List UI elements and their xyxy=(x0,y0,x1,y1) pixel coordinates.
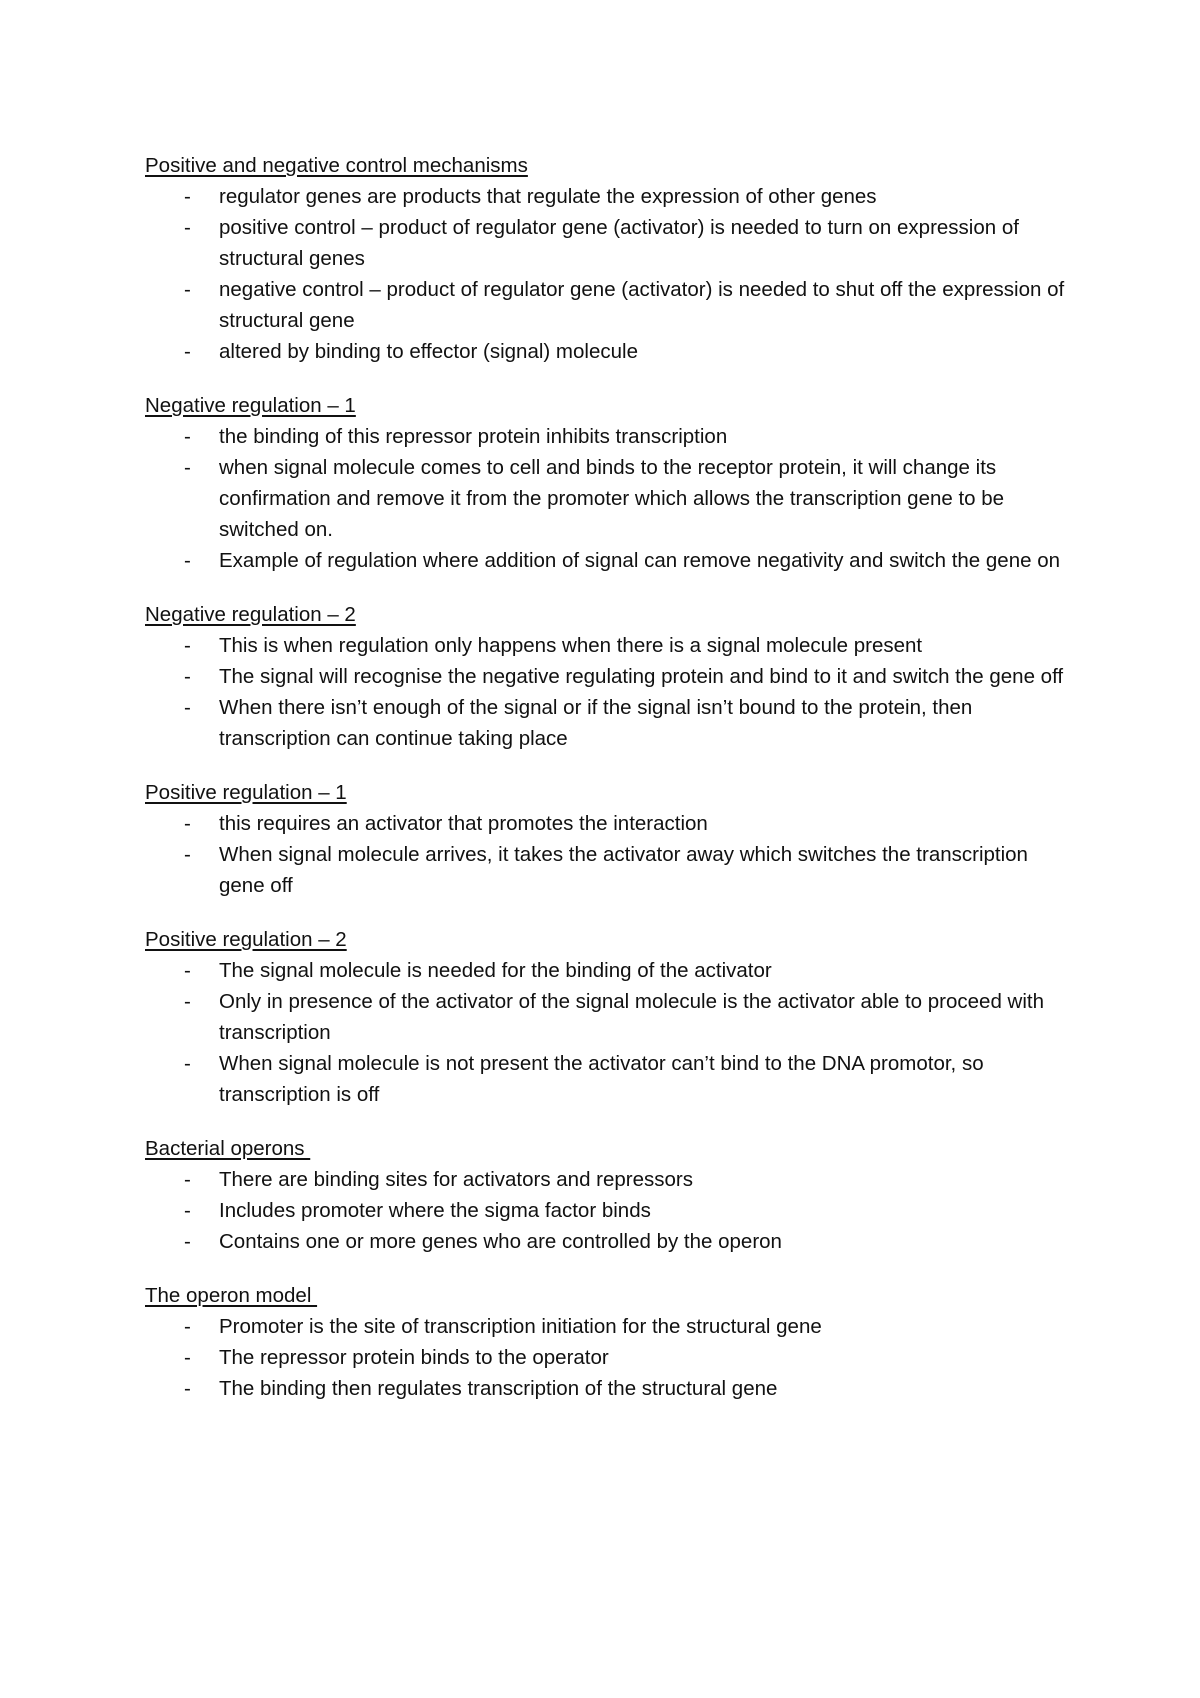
bullet-dash: - xyxy=(184,990,191,1013)
document-content xyxy=(145,150,1075,1427)
section-bacterial-operons xyxy=(145,1133,1075,1257)
bullet-dash: - xyxy=(184,1168,191,1191)
list-item xyxy=(145,1373,1075,1404)
bullet-dash: - xyxy=(184,456,191,479)
list-item xyxy=(145,1226,1075,1257)
bullet-dash: - xyxy=(184,812,191,835)
list-item xyxy=(145,421,1075,452)
bullet-list xyxy=(145,1164,1075,1257)
bullet-list xyxy=(145,421,1075,576)
section-control-mechanisms xyxy=(145,150,1075,367)
list-item-text: When signal molecule arrives, it takes the activator away which switches the transcription gene off xyxy=(219,843,1028,897)
bullet-list xyxy=(145,181,1075,367)
section-negative-regulation-2 xyxy=(145,599,1075,754)
list-item-text: when signal molecule comes to cell and binds to the receptor protein, it will change its confirmation and remove it from the promoter which allows the transcription gene to be switched on. xyxy=(219,456,1005,541)
list-item-text: The repressor protein binds to the operator xyxy=(219,1346,609,1369)
bullet-dash: - xyxy=(184,634,191,657)
bullet-dash: - xyxy=(184,843,191,866)
list-item xyxy=(145,661,1075,692)
list-item-text: Only in presence of the activator of the signal molecule is the activator able to proceed with transcription xyxy=(219,990,1045,1044)
list-item-text: The signal molecule is needed for the binding of the activator xyxy=(219,959,772,982)
section-heading: Positive and negative control mechanisms xyxy=(145,154,528,177)
list-item-text: Contains one or more genes who are controlled by the operon xyxy=(219,1230,782,1253)
list-item xyxy=(145,336,1075,367)
list-item xyxy=(145,1048,1075,1110)
bullet-dash: - xyxy=(184,1052,191,1075)
list-item-text: When there isn’t enough of the signal or if the signal isn’t bound to the protein, then transcription can continue taking place xyxy=(219,696,973,750)
list-item-text: When signal molecule is not present the activator can’t bind to the DNA promotor, so transcription is off xyxy=(219,1052,984,1106)
bullet-dash: - xyxy=(184,549,191,572)
list-item-text: this requires an activator that promotes the interaction xyxy=(219,812,708,835)
list-item-text: Example of regulation where addition of signal can remove negativity and switch the gene on xyxy=(219,549,1061,572)
bullet-dash: - xyxy=(184,665,191,688)
list-item-text: regulator genes are products that regulate the expression of other genes xyxy=(219,185,877,208)
list-item xyxy=(145,545,1075,576)
bullet-list xyxy=(145,630,1075,754)
list-item xyxy=(145,808,1075,839)
list-item xyxy=(145,986,1075,1048)
bullet-dash: - xyxy=(184,278,191,301)
list-item xyxy=(145,274,1075,336)
bullet-list xyxy=(145,808,1075,901)
list-item xyxy=(145,181,1075,212)
list-item xyxy=(145,1195,1075,1226)
list-item xyxy=(145,452,1075,545)
list-item-text: negative control – product of regulator gene (activator) is needed to shut off the expression of structural gene xyxy=(219,278,1065,332)
bullet-dash: - xyxy=(184,185,191,208)
list-item-text: positive control – product of regulator gene (activator) is needed to turn on expression of structural genes xyxy=(219,216,1019,270)
list-item-text: Promoter is the site of transcription initiation for the structural gene xyxy=(219,1315,822,1338)
bullet-dash: - xyxy=(184,959,191,982)
section-heading: Negative regulation – 1 xyxy=(145,394,356,417)
bullet-dash: - xyxy=(184,216,191,239)
section-heading: Bacterial operons xyxy=(145,1137,311,1160)
bullet-dash: - xyxy=(184,1377,191,1400)
list-item xyxy=(145,692,1075,754)
list-item xyxy=(145,212,1075,274)
list-item-text: altered by binding to effector (signal) molecule xyxy=(219,340,638,363)
section-positive-regulation-1 xyxy=(145,777,1075,901)
list-item xyxy=(145,1342,1075,1373)
bullet-dash: - xyxy=(184,1199,191,1222)
list-item-text: There are binding sites for activators and repressors xyxy=(219,1168,694,1191)
section-operon-model xyxy=(145,1280,1075,1404)
list-item-text: The binding then regulates transcription of the structural gene xyxy=(219,1377,778,1400)
list-item xyxy=(145,1311,1075,1342)
bullet-dash: - xyxy=(184,425,191,448)
list-item xyxy=(145,1164,1075,1195)
list-item-text: the binding of this repressor protein inhibits transcription xyxy=(219,425,728,448)
list-item xyxy=(145,630,1075,661)
list-item xyxy=(145,839,1075,901)
bullet-dash: - xyxy=(184,696,191,719)
bullet-list xyxy=(145,955,1075,1110)
section-heading: Positive regulation – 1 xyxy=(145,781,347,804)
list-item-text: This is when regulation only happens when there is a signal molecule present xyxy=(219,634,923,657)
section-positive-regulation-2 xyxy=(145,924,1075,1110)
bullet-dash: - xyxy=(184,1315,191,1338)
list-item-text: The signal will recognise the negative regulating protein and bind to it and switch the gene off xyxy=(219,665,1064,688)
bullet-list xyxy=(145,1311,1075,1404)
section-heading: Negative regulation – 2 xyxy=(145,603,356,626)
bullet-dash: - xyxy=(184,1346,191,1369)
section-heading: Positive regulation – 2 xyxy=(145,928,347,951)
list-item-text: Includes promoter where the sigma factor binds xyxy=(219,1199,651,1222)
bullet-dash: - xyxy=(184,340,191,363)
section-heading: The operon model xyxy=(145,1284,318,1307)
list-item xyxy=(145,955,1075,986)
bullet-dash: - xyxy=(184,1230,191,1253)
section-negative-regulation-1 xyxy=(145,390,1075,576)
